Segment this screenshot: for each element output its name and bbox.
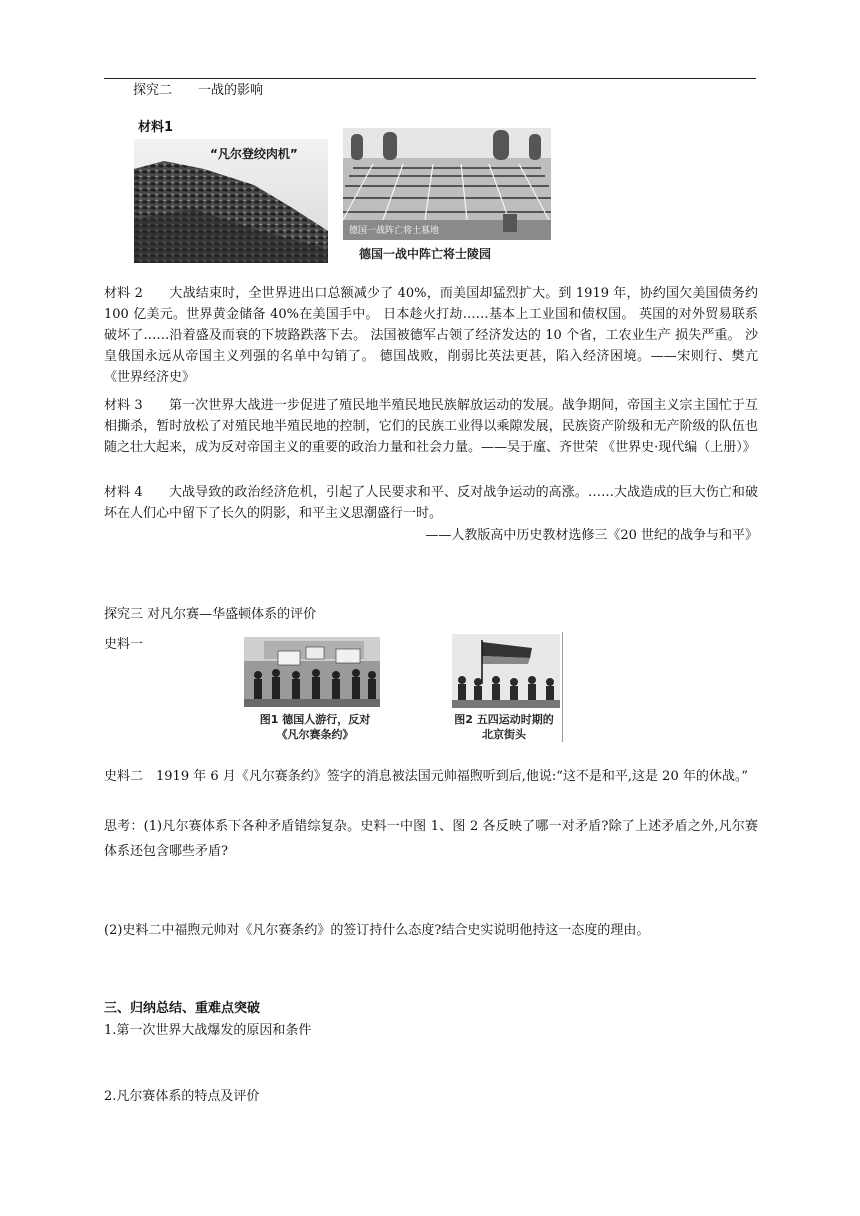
summary-item1: 1.第一次世界大战爆发的原因和条件: [104, 1023, 312, 1038]
verdun-shell-pile-photo: [134, 139, 328, 263]
fig1-caption-line1: 图1 德国人游行，反对: [259, 713, 371, 726]
figure-border: [562, 632, 563, 742]
question1-paragraph: 思考：(1)凡尔赛体系下各种矛盾错综复杂。史料一中图 1、图 2 各反映了哪一对矛盾?除了上述矛盾之外,凡尔赛体系还包含哪些矛盾?: [104, 819, 758, 859]
summary-heading: 三、归纳总结、重难点突破: [104, 1001, 261, 1016]
fig2-caption-line1: 图2 五四运动时期的: [454, 713, 554, 726]
source1-label: 史料一: [104, 637, 144, 652]
cemetery-inscription: 德国一战阵亡将士墓地: [349, 226, 440, 236]
cemetery-photo: [343, 128, 551, 240]
protest-photo-graphic: [244, 637, 380, 707]
fig2-caption-line2: 北京街头: [482, 728, 526, 741]
section2-heading: 探究二 一战的影响: [133, 83, 264, 98]
header-rule: [104, 78, 756, 79]
material1-label: 材料1: [138, 120, 174, 135]
fig1-caption-line2: 《凡尔赛条约》: [276, 728, 354, 741]
german-protest-photo: [244, 637, 380, 707]
cemetery-caption: 德国一战中阵亡将士陵园: [359, 247, 492, 261]
fig2-caption: [442, 712, 566, 742]
material4-source: ——人教版高中历史教材选修三《20 世纪的战争与和平》: [425, 528, 758, 543]
material4-paragraph: 材料 4 大战导致的政治经济危机，引起了人民要求和平、反对战争运动的高涨。……大战造成的巨大伤亡和破坏在人们心中留下了长久的阴影，和平主义思潮盛行一时。: [104, 485, 758, 521]
section3-heading: 探究三 对凡尔赛—华盛顿体系的评价: [104, 607, 317, 622]
may-fourth-photo: [452, 634, 560, 708]
material3-paragraph: 材料 3 第一次世界大战进一步促进了殖民地半殖民地民族解放运动的发展。战争期间，帝国主义宗主国忙于互相撕杀，暂时放松了对殖民地半殖民地的控制，它们的民族工业得以乘隙发展，民族资产阶级和无产阶级的队伍也随之壮大起来，成为反对帝国主义的重要的政治力量和社会力量。——吴于廑、齐世荣 《世界史·现代编（上册）》: [104, 398, 758, 455]
may-fourth-photo-graphic: [452, 634, 560, 708]
summary-item2: 2.凡尔赛体系的特点及评价: [104, 1089, 260, 1104]
question2-paragraph: (2)史料二中福煦元帅对《凡尔赛条约》的签订持什么态度?结合史实说明他持这一态度的理由。: [104, 923, 650, 938]
source2-paragraph: 史料二 1919 年 6 月《凡尔赛条约》签字的消息被法国元帅福煦听到后,他说:“这不是和平,这是 20 年的休战。”: [104, 769, 748, 784]
material2-paragraph: 材料 2 大战结束时，全世界进出口总额减少了 40%，而美国却猛烈扩大。到 1919 年，协约国欠美国债务约 100 亿美元。世界黄金储备 40%在美国手中。 日本趁火打劫……基本上工业国和债权国。 英国的对外贸易联系破坏了……沿着盛及而衰的下坡路跌落下去。 法国被德军占领了经济发达的 10 个省，工农业生产 损失严重。 沙皇俄国永远从帝国主义列强的名单中勾销了。 德国战败，削弱比英法更甚，陷入经济困境。——宋则行、樊亢《世界经济史》: [104, 286, 758, 385]
verdun-caption: “凡尔登绞肉机”: [210, 147, 298, 161]
fig1-caption: [250, 712, 380, 742]
